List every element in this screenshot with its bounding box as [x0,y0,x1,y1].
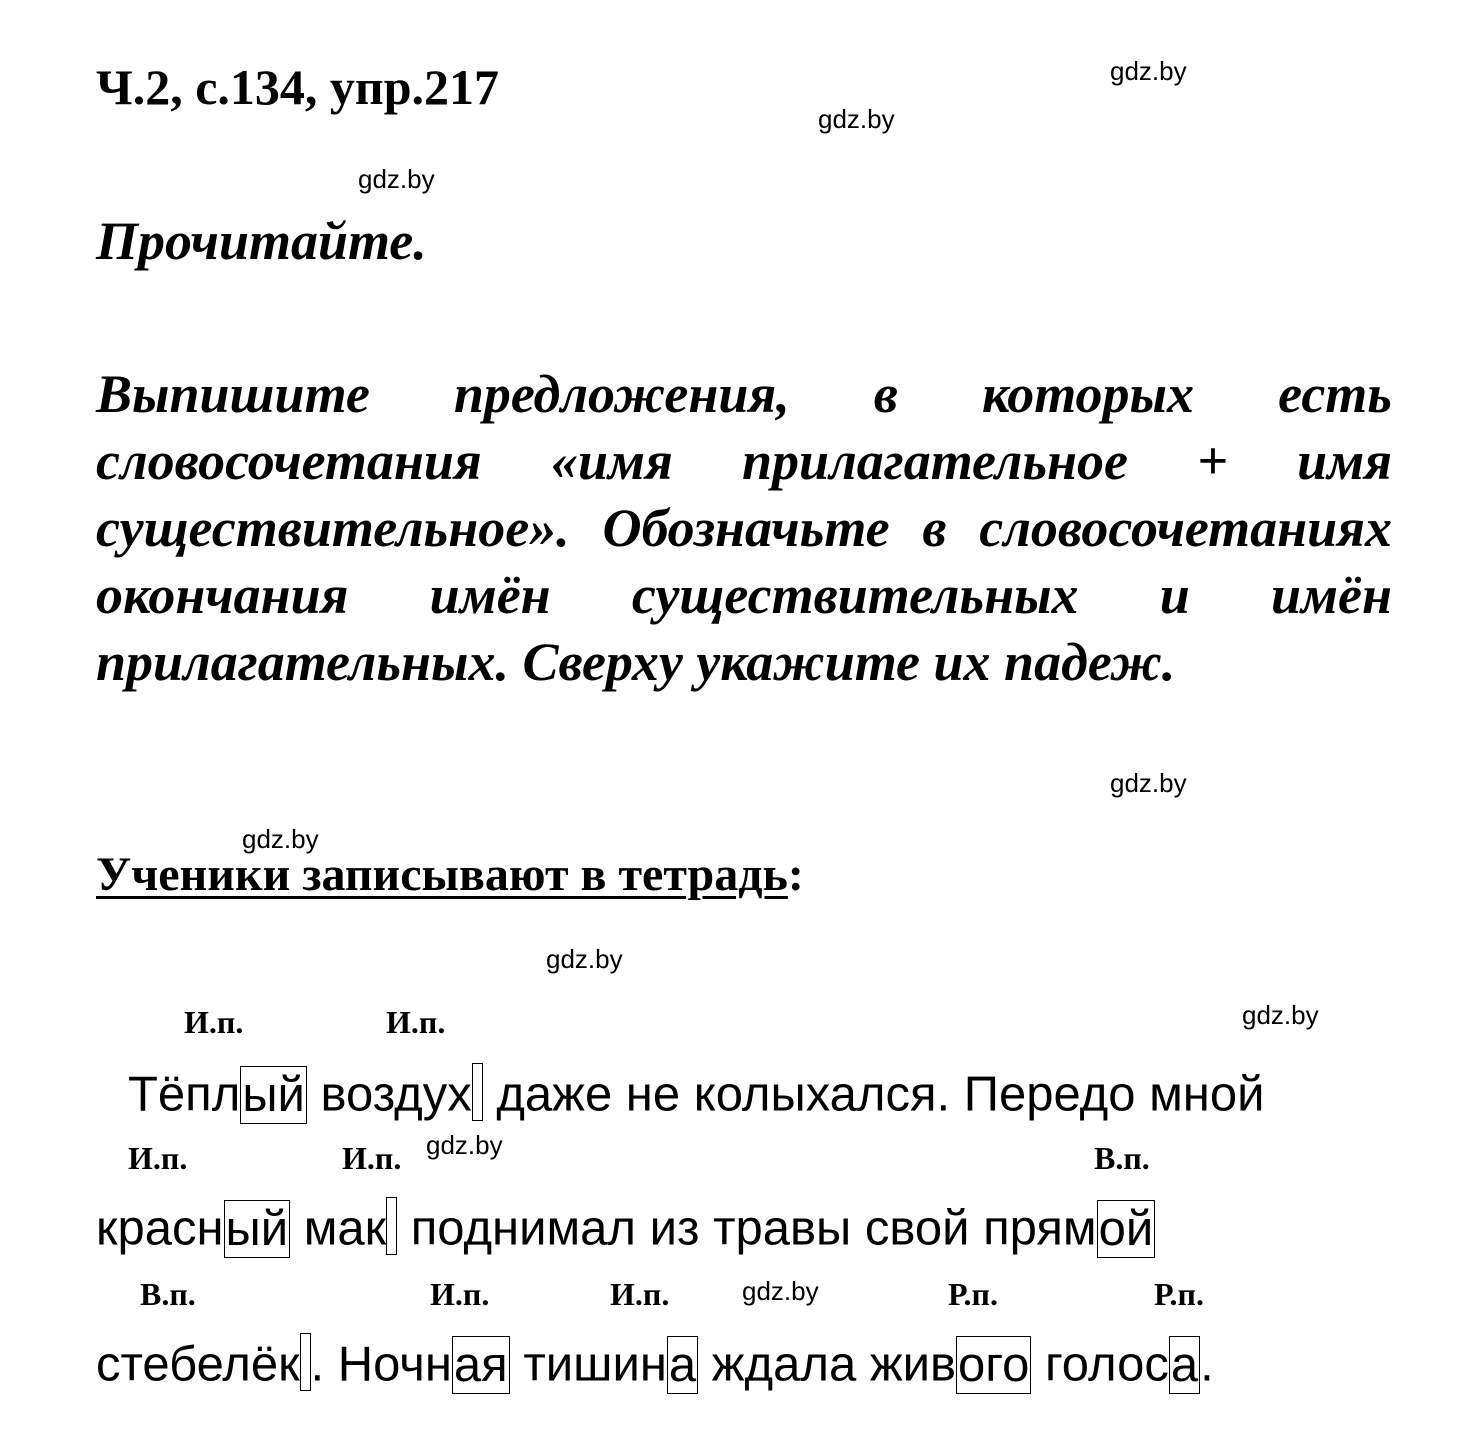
answer-heading [96,848,804,901]
sentence-text: . [310,1337,338,1392]
zero-ending [386,1197,397,1255]
word-stem: прям [983,1201,1097,1256]
case-label: Р.п. [948,1276,998,1312]
watermark: gdz.by [818,104,895,134]
answer-line-2 [96,1197,1155,1258]
word-stem: жив [869,1337,957,1392]
answer-heading-colon: : [787,848,804,901]
case-label: И.п. [386,1004,446,1040]
sentence-text: ждала [698,1337,870,1392]
word-ending: ая [452,1336,510,1394]
case-label: И.п. [184,1004,244,1040]
watermark: gdz.by [242,824,319,854]
instruction-main: Выпишите предложения, в которых есть словосочетания «имя прилагательное + имя существительное». Обозначьте в словосочетаниях окончания имён существительных и имён прилагательных. Сверху укажите их падеж. [96,364,1392,692]
word-ending: а [1169,1336,1200,1394]
word-ending: ой [1097,1200,1156,1258]
word-ending: ый [240,1066,307,1124]
word-stem: тишин [523,1337,667,1392]
word-ending: а [667,1336,698,1394]
case-label: И.п. [342,1140,402,1176]
case-label: И.п. [430,1276,490,1312]
word-stem: стебелёк [96,1337,300,1392]
case-label: И.п. [128,1140,188,1176]
case-label: В.п. [140,1276,196,1312]
answer-heading-text: Ученики записывают в тетрадь [96,848,788,901]
word-stem: голос [1044,1337,1169,1392]
watermark: gdz.by [1242,1000,1319,1030]
watermark: gdz.by [546,944,623,974]
case-label: Р.п. [1154,1276,1204,1312]
case-label: И.п. [610,1276,670,1312]
watermark: gdz.by [1110,56,1187,86]
word-stem: красн [96,1201,224,1256]
word-stem: воздух [320,1067,472,1122]
word-stem: Тёпл [128,1067,241,1122]
sentence-text: поднимал из травы свой [397,1201,984,1256]
zero-ending [300,1333,311,1391]
instruction-read: Прочитайте. [96,211,427,271]
word-stem: мак [303,1201,387,1256]
sentence-text: . [1200,1337,1214,1392]
watermark: gdz.by [742,1276,819,1306]
watermark: gdz.by [1110,768,1187,798]
word-ending: ого [956,1336,1031,1394]
case-label: В.п. [1094,1140,1150,1176]
word-stem: Ночн [337,1337,452,1392]
watermark: gdz.by [426,1130,503,1160]
answer-line-1 [128,1063,1264,1124]
watermark: gdz.by [358,164,435,194]
page-title: Ч.2, с.134, упр.217 [96,59,500,115]
answer-line-3 [96,1333,1214,1394]
sentence-text: даже не колыхался. Передо мной [482,1067,1265,1122]
zero-ending [472,1063,483,1121]
word-ending: ый [224,1200,291,1258]
